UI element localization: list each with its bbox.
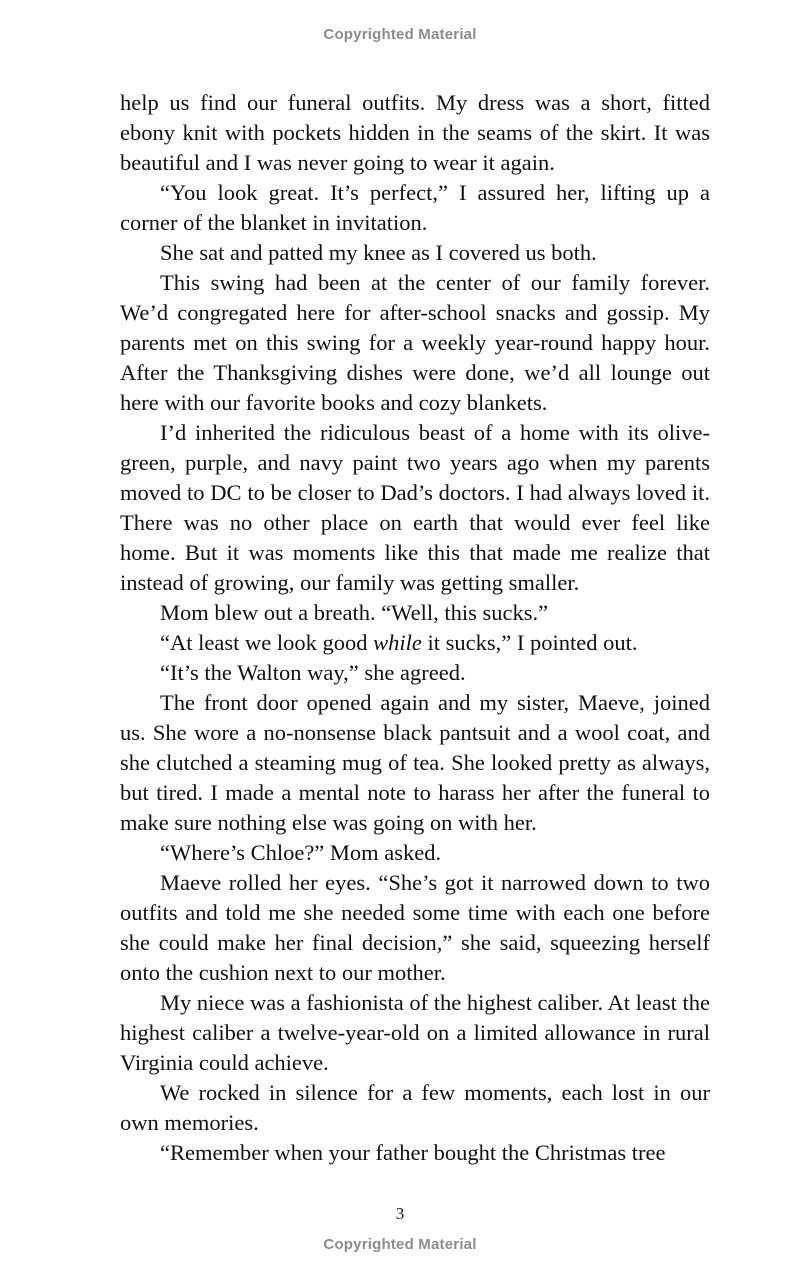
paragraph-12: My niece was a fashionista of the highest caliber. At least the highest caliber a twelve-year-old on a limited allowance in rural Virginia could achieve. bbox=[120, 990, 710, 1075]
paragraph-7-after: it sucks,” I pointed out. bbox=[421, 630, 638, 655]
paragraph-5: I’d inherited the ridiculous beast of a home with its olive-green, purple, and navy paint two years ago when my parents moved to DC to be closer to Dad’s doctors. I had always loved it. There was no other place on earth that would ever feel like home. But it was moments like this that made me realize that instead of growing, our family was getting smaller. bbox=[120, 420, 710, 595]
paragraph-2: “You look great. It’s perfect,” I assured her, lifting up a corner of the blanket in invitation. bbox=[120, 180, 710, 235]
paragraph-4: This swing had been at the center of our family forever. We’d congregated here for after-school snacks and gossip. My parents met on this swing for a weekly year-round happy hour. After the Thanksgiving dishes were done, we’d all lounge out here with our favorite books and cozy blankets. bbox=[120, 270, 710, 415]
paragraph-10: “Where’s Chloe?” Mom asked. bbox=[160, 840, 442, 865]
paragraph-13: We rocked in silence for a few moments, each lost in our own memories. bbox=[120, 1080, 710, 1135]
paragraph-8: “It’s the Walton way,” she agreed. bbox=[160, 660, 466, 685]
paragraph-11: Maeve rolled her eyes. “She’s got it narrowed down to two outfits and told me she needed some time with each one before she could make her final decision,” she said, squeezing herself onto the cushion next to our mother. bbox=[120, 870, 710, 985]
paragraph-7-italic: while bbox=[373, 630, 422, 655]
paragraph-9: The front door opened again and my sister, Maeve, joined us. She wore a no-nonsense black pantsuit and a wool coat, and she clutched a steaming mug of tea. She looked pretty as always, but tired. I made a mental note to harass her after the funeral to make sure nothing else was going on with her. bbox=[120, 690, 710, 835]
paragraph-1: help us find our funeral outfits. My dress was a short, fitted ebony knit with pockets hidden in the seams of the skirt. It was beautiful and I was never going to wear it again. bbox=[120, 90, 710, 175]
page-number: 3 bbox=[395, 1204, 405, 1223]
paragraph-6: Mom blew out a breath. “Well, this sucks.” bbox=[160, 600, 549, 625]
paragraph-14: “Remember when your father bought the Christmas tree bbox=[160, 1140, 666, 1165]
paragraph-7-before: “At least we look good bbox=[160, 630, 374, 655]
copyright-watermark-top: Copyrighted Material bbox=[323, 26, 477, 43]
copyright-watermark-bottom: Copyrighted Material bbox=[323, 1236, 477, 1253]
paragraph-3: She sat and patted my knee as I covered us both. bbox=[160, 240, 597, 265]
page-body-text bbox=[120, 88, 710, 1168]
paragraph-7 bbox=[120, 628, 710, 658]
